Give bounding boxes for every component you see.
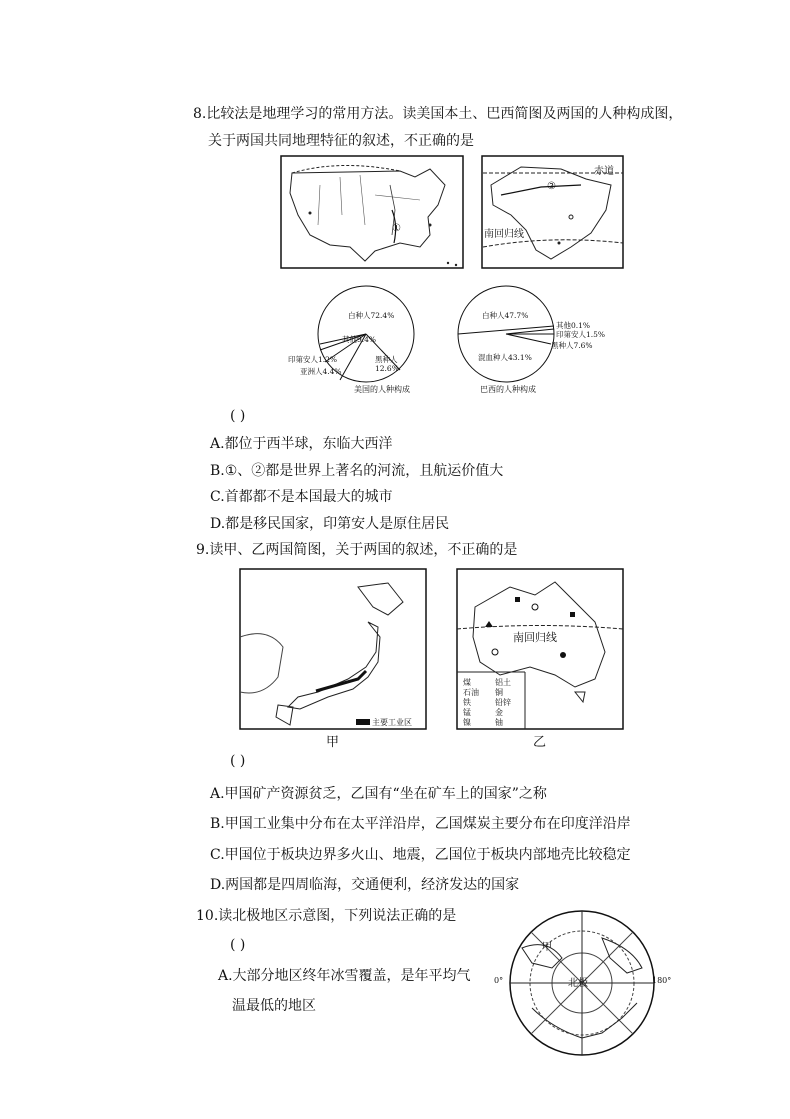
- arctic-map: [492, 908, 672, 1058]
- arctic-marker: 甲: [542, 942, 552, 953]
- australia-label: 乙: [533, 735, 547, 750]
- q9-answer-paren: ( ): [230, 753, 246, 769]
- australia-legend-item: 镍: [463, 718, 471, 727]
- meridian-0-label: 0°: [494, 976, 504, 985]
- q9-option-b: B.甲国工业集中分布在太平洋沿岸，乙国煤炭主要分布在印度洋沿岸: [210, 816, 631, 832]
- brazil-pie-label: 混血种人43.1%: [478, 353, 532, 362]
- q8-answer-paren: ( ): [230, 408, 246, 424]
- australia-legend-item: 锰: [463, 708, 471, 717]
- q10-option-a-line2: 温最低的地区: [232, 998, 316, 1014]
- australia-legend-item: 铀: [495, 718, 503, 727]
- q8-option-c: C.首都都不是本国最大的城市: [210, 489, 393, 505]
- q10-stem: 10.读北极地区示意图，下列说法正确的是: [196, 908, 457, 924]
- usa-pie-label: 亚洲人4.4%: [300, 367, 342, 376]
- australia-tropic-label: 南回归线: [513, 631, 557, 644]
- north-pole-label: 北极: [568, 978, 588, 989]
- usa-map: [280, 155, 464, 269]
- q10-option-a-line1: A.大部分地区终年冰雪覆盖，是年平均气: [218, 968, 471, 984]
- japan-map: [238, 567, 428, 750]
- brazil-pie-caption: 巴西的人种构成: [480, 385, 536, 394]
- q8-stem-line1: 8.比较法是地理学习的常用方法。读美国本土、巴西简图及两国的人种构成图，: [193, 106, 683, 122]
- q9-option-c: C.甲国位于板块边界多火山、地震，乙国位于板块内部地壳比较稳定: [210, 847, 631, 863]
- brazil-pie-label: 白种人47.7%: [482, 311, 529, 320]
- q8-option-d: D.都是移民国家，印第安人是原住居民: [210, 516, 450, 532]
- race-composition-charts: [280, 282, 624, 400]
- usa-pie-label: 白种人72.4%: [348, 311, 395, 320]
- australia-legend-item: 铜: [495, 688, 503, 697]
- q8-stem-line2: 关于两国共同地理特征的叙述，不正确的是: [208, 133, 474, 149]
- japan-legend: 主要工业区: [372, 718, 412, 727]
- brazil-map: [481, 155, 624, 269]
- australia-map: [455, 567, 625, 750]
- usa-pie-caption: 美国的人种构成: [354, 385, 410, 394]
- tropic-label: 南回归线: [484, 229, 524, 240]
- brazil-pie-label: 其他0.1%: [556, 321, 591, 330]
- brazil-pie-label: 黑种人7.6%: [551, 341, 593, 350]
- q8-option-a: A.都位于西半球，东临大西洋: [210, 436, 393, 452]
- australia-legend-item: 铝土: [495, 678, 511, 687]
- australia-legend-item: 铁: [463, 698, 471, 707]
- usa-pie-label: 12.6%: [375, 364, 399, 373]
- brazil-pie-label: 印第安人1.5%: [556, 330, 606, 339]
- australia-legend-item: 石油: [463, 688, 479, 697]
- australia-legend-item: 铅锌: [495, 698, 511, 707]
- q9-stem: 9.读甲、乙两国简图，关于两国的叙述，不正确的是: [196, 542, 518, 558]
- australia-legend-item: 金: [495, 708, 503, 717]
- equator-label: 赤道: [594, 166, 614, 177]
- q8-option-b: B.①、②都是世界上著名的河流，且航运价值大: [210, 463, 504, 479]
- q10-answer-paren: ( ): [230, 937, 246, 953]
- q9-option-d: D.两国都是四周临海，交通便利，经济发达的国家: [210, 877, 520, 893]
- japan-label: 甲: [326, 735, 340, 750]
- brazil-river-marker: ②: [547, 181, 556, 192]
- australia-legend-item: 煤: [463, 678, 471, 687]
- q9-option-a: A.甲国矿产资源贫乏，乙国有“坐在矿车上的国家”之称: [210, 786, 547, 802]
- usa-pie-label: 黑种人: [375, 355, 398, 364]
- usa-river-marker: ①: [392, 223, 401, 234]
- usa-pie-label: 其他9.4%: [342, 335, 377, 344]
- usa-pie-label: 印第安人1.2%: [288, 355, 338, 364]
- meridian-180-label: 180°: [652, 976, 672, 985]
